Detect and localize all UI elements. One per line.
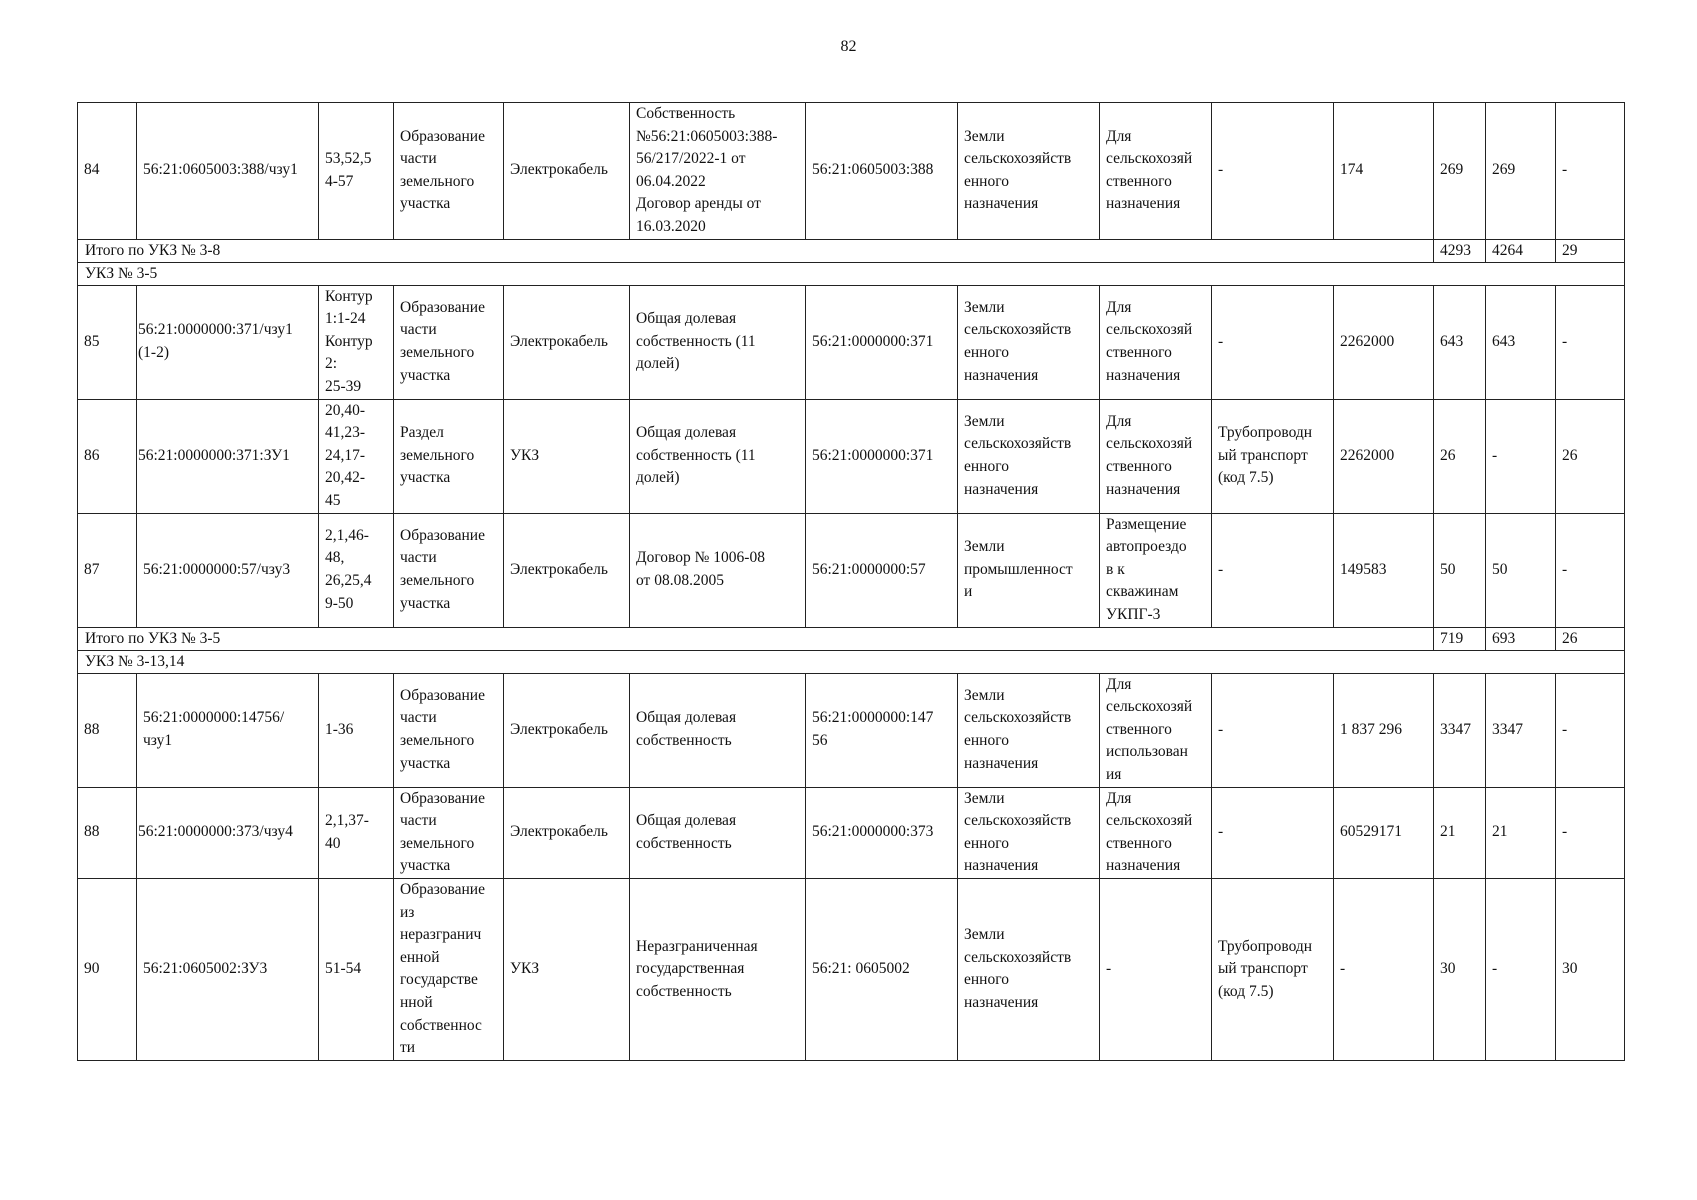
cell-new-permitted-use: -	[1212, 787, 1334, 878]
total-area-temporary: 693	[1486, 627, 1556, 650]
section-row	[78, 262, 1625, 285]
total-area-permanent: 29	[1556, 239, 1625, 262]
cell-new-permitted-use: Трубопроводн ый транспорт (код 7.5)	[1212, 399, 1334, 513]
cell-row-number: 88	[78, 787, 137, 878]
cell-formation-type: Образование части земельного участка	[394, 513, 504, 627]
cell-plot-area: 2262000	[1334, 399, 1434, 513]
cell-plot-area: 1 837 296	[1334, 673, 1434, 787]
cell-area-used: 50	[1434, 513, 1486, 627]
cell-boundary-points: 20,40- 41,23- 24,17- 20,42- 45	[319, 399, 394, 513]
cell-land-category: Земли сельскохозяйств енного назначения	[958, 399, 1100, 513]
cell-formation-type: Раздел земельного участка	[394, 399, 504, 513]
cell-row-number: 87	[78, 513, 137, 627]
cell-rights-info: Общая долевая собственность	[630, 673, 806, 787]
cell-cadastral-number: 56:21:0000000:371:ЗУ1	[137, 399, 319, 513]
cell-plot-area: 174	[1334, 103, 1434, 240]
cell-row-number: 84	[78, 103, 137, 240]
table-row	[78, 103, 1625, 240]
cell-object-name: Электрокабель	[504, 673, 630, 787]
total-row	[78, 239, 1625, 262]
total-area-used: 4293	[1434, 239, 1486, 262]
cell-area-temporary: 643	[1486, 285, 1556, 399]
table-row	[78, 673, 1625, 787]
cell-plot-area: -	[1334, 878, 1434, 1060]
cell-permitted-use: -	[1100, 878, 1212, 1060]
cell-new-permitted-use: -	[1212, 673, 1334, 787]
cell-formation-type: Образование части земельного участка	[394, 285, 504, 399]
cell-new-permitted-use: -	[1212, 513, 1334, 627]
cell-area-temporary: -	[1486, 399, 1556, 513]
table-row	[78, 513, 1625, 627]
total-label: Итого по УКЗ № 3-8	[78, 239, 1434, 262]
cell-cadastral-number: 56:21:0000000:57/чзу3	[137, 513, 319, 627]
cell-boundary-points: 2,1,46- 48, 26,25,4 9-50	[319, 513, 394, 627]
cell-new-permitted-use: Трубопроводн ый транспорт (код 7.5)	[1212, 878, 1334, 1060]
cell-plot-area: 60529171	[1334, 787, 1434, 878]
cell-parent-plot: 56:21:0605003:388	[806, 103, 958, 240]
cell-row-number: 86	[78, 399, 137, 513]
cell-formation-type: Образование из неразгранич енной государстве нной собственнос ти	[394, 878, 504, 1060]
cell-rights-info: Собственность №56:21:0605003:388- 56/217/2022-1 от 06.04.2022 Договор аренды от 16.03.2020	[630, 103, 806, 240]
cell-cadastral-number: 56:21:0000000:371/чзу1 (1-2)	[137, 285, 319, 399]
cell-plot-area: 149583	[1334, 513, 1434, 627]
table-row	[78, 399, 1625, 513]
cell-area-temporary: 50	[1486, 513, 1556, 627]
cell-parent-plot: 56:21:0000000:371	[806, 285, 958, 399]
total-row	[78, 627, 1625, 650]
cell-boundary-points: 2,1,37- 40	[319, 787, 394, 878]
cell-cadastral-number: 56:21:0605002:ЗУ3	[137, 878, 319, 1060]
cell-rights-info: Общая долевая собственность (11 долей)	[630, 285, 806, 399]
cell-land-category: Земли сельскохозяйств енного назначения	[958, 285, 1100, 399]
cell-permitted-use: Для сельскохозяй ственного назначения	[1100, 103, 1212, 240]
cell-boundary-points: 51-54	[319, 878, 394, 1060]
cell-area-used: 21	[1434, 787, 1486, 878]
cell-cadastral-number: 56:21:0000000:373/чзу4	[137, 787, 319, 878]
cell-object-name: Электрокабель	[504, 787, 630, 878]
table-row	[78, 878, 1625, 1060]
cell-object-name: УКЗ	[504, 399, 630, 513]
cell-permitted-use: Для сельскохозяй ственного назначения	[1100, 787, 1212, 878]
cell-land-category: Земли сельскохозяйств енного назначения	[958, 103, 1100, 240]
cell-object-name: Электрокабель	[504, 285, 630, 399]
section-row	[78, 650, 1625, 673]
cell-area-permanent: -	[1556, 787, 1625, 878]
cell-area-used: 3347	[1434, 673, 1486, 787]
cell-plot-area: 2262000	[1334, 285, 1434, 399]
cell-rights-info: Общая долевая собственность	[630, 787, 806, 878]
cell-land-category: Земли промышленност и	[958, 513, 1100, 627]
cell-land-category: Земли сельскохозяйств енного назначения	[958, 673, 1100, 787]
cell-permitted-use: Для сельскохозяй ственного назначения	[1100, 285, 1212, 399]
cell-object-name: Электрокабель	[504, 103, 630, 240]
cell-row-number: 88	[78, 673, 137, 787]
cell-parent-plot: 56:21:0000000:147 56	[806, 673, 958, 787]
cell-boundary-points: 53,52,5 4-57	[319, 103, 394, 240]
section-label: УКЗ № 3-13,14	[78, 650, 1625, 673]
cell-boundary-points: 1-36	[319, 673, 394, 787]
cell-permitted-use: Для сельскохозяй ственного использован ия	[1100, 673, 1212, 787]
cell-area-permanent: -	[1556, 513, 1625, 627]
cell-new-permitted-use: -	[1212, 103, 1334, 240]
cell-area-used: 643	[1434, 285, 1486, 399]
cell-area-temporary: 269	[1486, 103, 1556, 240]
section-label: УКЗ № 3-5	[78, 262, 1625, 285]
cell-parent-plot: 56:21:0000000:373	[806, 787, 958, 878]
cell-land-category: Земли сельскохозяйств енного назначения	[958, 878, 1100, 1060]
cell-parent-plot: 56:21: 0605002	[806, 878, 958, 1060]
cell-area-permanent: 26	[1556, 399, 1625, 513]
total-label: Итого по УКЗ № 3-5	[78, 627, 1434, 650]
cell-permitted-use: Размещение автопроездо в к скважинам УКПГ-3	[1100, 513, 1212, 627]
total-area-permanent: 26	[1556, 627, 1625, 650]
total-area-temporary: 4264	[1486, 239, 1556, 262]
cell-rights-info: Общая долевая собственность (11 долей)	[630, 399, 806, 513]
cell-formation-type: Образование части земельного участка	[394, 673, 504, 787]
cell-area-used: 30	[1434, 878, 1486, 1060]
cell-object-name: УКЗ	[504, 878, 630, 1060]
table-body	[78, 103, 1625, 1061]
table-row	[78, 285, 1625, 399]
page-number: 82	[840, 38, 857, 55]
cell-object-name: Электрокабель	[504, 513, 630, 627]
cell-cadastral-number: 56:21:0000000:14756/ чзу1	[137, 673, 319, 787]
cell-area-temporary: -	[1486, 878, 1556, 1060]
table-row	[78, 787, 1625, 878]
cell-area-permanent: -	[1556, 673, 1625, 787]
cell-rights-info: Неразграниченная государственная собственность	[630, 878, 806, 1060]
cell-row-number: 85	[78, 285, 137, 399]
cell-area-used: 269	[1434, 103, 1486, 240]
cell-formation-type: Образование части земельного участка	[394, 787, 504, 878]
cell-new-permitted-use: -	[1212, 285, 1334, 399]
cell-area-permanent: -	[1556, 103, 1625, 240]
cell-area-used: 26	[1434, 399, 1486, 513]
cell-formation-type: Образование части земельного участка	[394, 103, 504, 240]
cell-cadastral-number: 56:21:0605003:388/чзу1	[137, 103, 319, 240]
cell-boundary-points: Контур 1:1-24 Контур 2: 25-39	[319, 285, 394, 399]
cell-parent-plot: 56:21:0000000:57	[806, 513, 958, 627]
total-area-used: 719	[1434, 627, 1486, 650]
cell-area-temporary: 21	[1486, 787, 1556, 878]
cell-area-permanent: -	[1556, 285, 1625, 399]
cell-land-category: Земли сельскохозяйств енного назначения	[958, 787, 1100, 878]
cell-rights-info: Договор № 1006-08 от 08.08.2005	[630, 513, 806, 627]
cell-area-temporary: 3347	[1486, 673, 1556, 787]
cell-row-number: 90	[78, 878, 137, 1060]
land-plots-table	[77, 102, 1625, 1061]
cell-area-permanent: 30	[1556, 878, 1625, 1060]
cell-permitted-use: Для сельскохозяй ственного назначения	[1100, 399, 1212, 513]
cell-parent-plot: 56:21:0000000:371	[806, 399, 958, 513]
